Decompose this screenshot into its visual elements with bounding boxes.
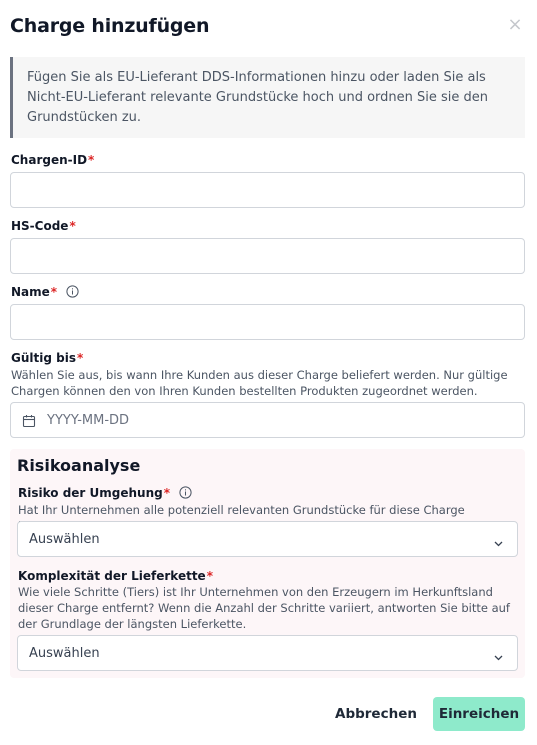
valid-until-help: Wählen Sie aus, bis wann Ihre Kunden aus dieser Charge beliefert werden. Nur gültige Chargen können den von Ihren Kunden bestellten Produkten zugeordnet werden. bbox=[11, 368, 508, 398]
chevron-down-icon bbox=[493, 534, 504, 553]
supply-chain-complexity-label bbox=[18, 569, 213, 583]
risk-analysis-title: Risikoanalyse bbox=[17, 456, 141, 475]
chevron-down-icon bbox=[493, 648, 504, 667]
circumvention-risk-label-text: Risiko der Umgehung bbox=[18, 486, 163, 500]
valid-until-label bbox=[11, 351, 83, 365]
valid-until-date-picker[interactable] bbox=[10, 402, 525, 438]
required-mark: * bbox=[88, 153, 95, 167]
close-icon[interactable]: × bbox=[507, 14, 523, 35]
batch-id-input[interactable] bbox=[10, 172, 525, 208]
batch-id-label bbox=[11, 153, 94, 167]
submit-button[interactable]: Einreichen bbox=[433, 697, 525, 731]
hs-code-label-text: HS-Code bbox=[11, 219, 69, 233]
circumvention-risk-help: Hat Ihr Unternehmen alle potenziell relevanten Grundstücke für diese Charge bbox=[18, 503, 465, 517]
info-circle-icon[interactable] bbox=[179, 486, 192, 502]
date-placeholder: YYYY-MM-DD bbox=[47, 413, 130, 428]
required-mark: * bbox=[69, 219, 76, 233]
hs-code-label bbox=[11, 219, 76, 233]
risk-analysis-panel bbox=[10, 449, 525, 678]
batch-id-label-text: Chargen-ID bbox=[11, 153, 88, 167]
circumvention-risk-label bbox=[18, 486, 192, 502]
required-mark: * bbox=[206, 569, 213, 583]
required-mark: * bbox=[76, 351, 84, 365]
required-mark: * bbox=[50, 285, 58, 299]
valid-until-label-text: Gültig bis bbox=[11, 351, 76, 365]
cancel-button[interactable]: Abbrechen bbox=[335, 706, 417, 722]
select-value: Auswählen bbox=[29, 646, 100, 661]
supply-chain-complexity-label-text: Komplexität der Lieferkette bbox=[18, 569, 206, 583]
calendar-icon bbox=[22, 413, 36, 432]
info-banner bbox=[10, 57, 525, 138]
select-value: Auswählen bbox=[29, 532, 100, 547]
name-label-text: Name bbox=[11, 285, 50, 299]
supply-chain-complexity-help: Wie viele Schritte (Tiers) ist Ihr Unternehmen von den Erzeugern im Herkunftsland dieser Charge entfernt? Wenn die Anzahl der Schritte variiert, antworten Sie bitte auf der Grundlage der längsten Lieferkette. bbox=[18, 585, 510, 631]
supply-chain-complexity-select[interactable] bbox=[17, 635, 518, 671]
info-circle-icon[interactable] bbox=[66, 285, 79, 301]
circumvention-risk-select[interactable] bbox=[17, 521, 518, 557]
required-mark: * bbox=[163, 486, 170, 500]
hs-code-input[interactable] bbox=[10, 238, 525, 274]
name-label bbox=[11, 285, 79, 301]
name-input[interactable] bbox=[10, 304, 525, 340]
modal-title: Charge hinzufügen bbox=[10, 15, 210, 37]
info-banner-text: Fügen Sie als EU-Lieferant DDS-Informationen hinzu oder laden Sie als Nicht-EU-Lieferant relevante Grundstücke hoch und ordnen Sie sie den Grundstücken zu. bbox=[27, 70, 489, 125]
